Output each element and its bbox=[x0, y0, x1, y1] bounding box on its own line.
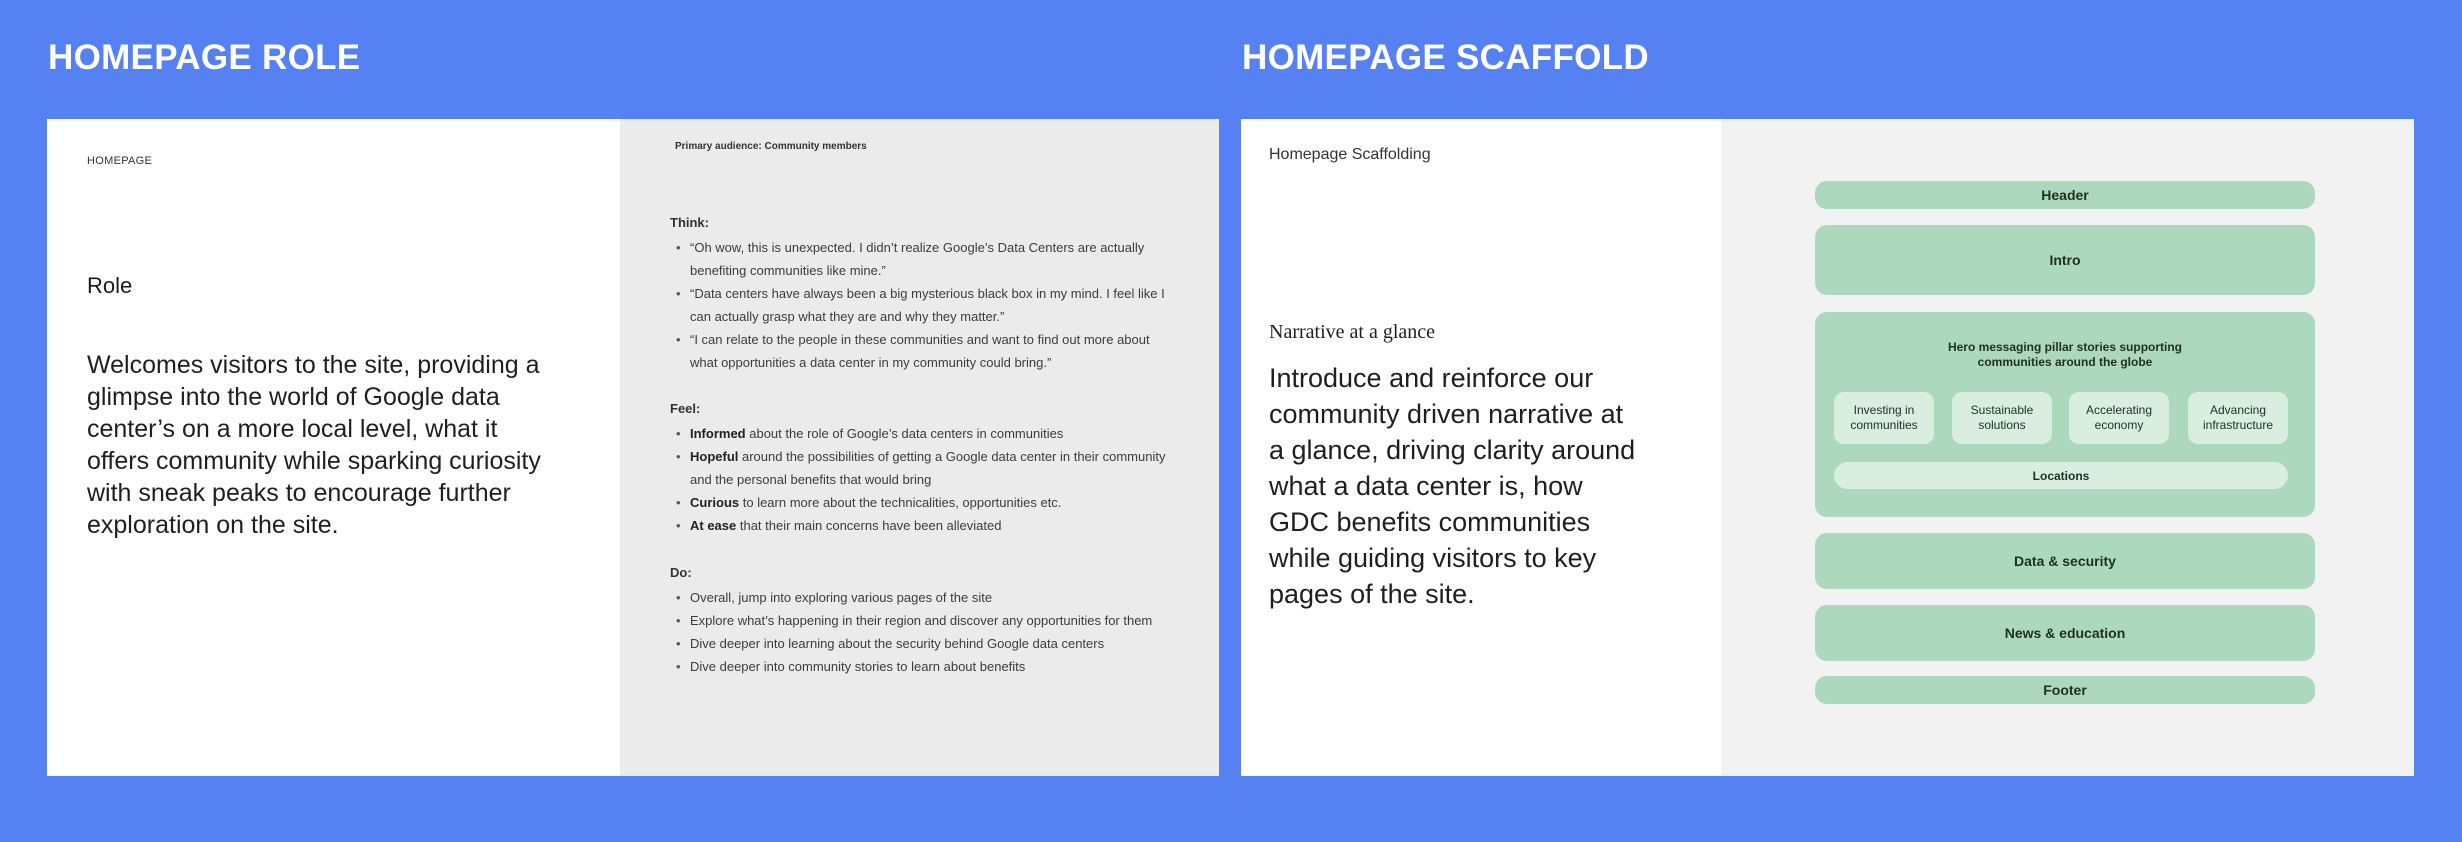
pill-line: Advancing bbox=[2209, 403, 2267, 417]
feel-item-bold: Informed bbox=[690, 426, 746, 441]
feel-item bbox=[670, 491, 1170, 514]
pillar-accelerating-economy bbox=[2069, 392, 2169, 444]
do-item: • Overall, jump into exploring various pages of the site bbox=[670, 586, 1170, 609]
section-title-homepage-role: HOMEPAGE ROLE bbox=[48, 38, 361, 77]
pill-line: infrastructure bbox=[2202, 418, 2274, 432]
wireframe-intro-block: Intro bbox=[1815, 225, 2315, 295]
pill-line: economy bbox=[2094, 418, 2144, 432]
narrative-heading: Narrative at a glance bbox=[1269, 321, 1436, 343]
think-item: • “Data centers have always been a big mysterious black box in my mind. I feel like I can actually grasp what they are and why they matter.” bbox=[670, 282, 1170, 328]
pillar-investing-in-communities bbox=[1834, 392, 1934, 444]
wireframe-locations-bar: Locations bbox=[1834, 462, 2288, 489]
wireframe-footer-block: Footer bbox=[1815, 676, 2315, 704]
feel-item bbox=[670, 514, 1170, 537]
pill-line: Investing in bbox=[1853, 403, 1915, 417]
feel-item-bold: Hopeful bbox=[690, 449, 739, 464]
section-title-homepage-scaffold: HOMEPAGE SCAFFOLD bbox=[1242, 38, 1649, 77]
wireframe-hero-block bbox=[1815, 312, 2315, 517]
hero-title-line: Hero messaging pillar stories supporting bbox=[1947, 340, 2183, 354]
pill-line: communities bbox=[1850, 418, 1918, 432]
think-item: • “Oh wow, this is unexpected. I didn’t realize Google’s Data Centers are actually benefiting communities like mine.” bbox=[670, 236, 1170, 282]
do-item: • Explore what’s happening in their region and discover any opportunities for them bbox=[670, 609, 1170, 632]
wireframe-news-education-block: News & education bbox=[1815, 605, 2315, 661]
pill-line: Accelerating bbox=[2085, 403, 2153, 417]
pillar-sustainable-solutions bbox=[1952, 392, 2052, 444]
narrative-description: Introduce and reinforce our community driven narrative at a glance, driving clarity around what a data center is, how GDC benefits communities while guiding visitors to key pages of the site. bbox=[1269, 363, 1636, 609]
think-title: Think: bbox=[670, 215, 709, 230]
feel-item-bold: At ease bbox=[690, 518, 737, 533]
hero-title-line: communities around the globe bbox=[1977, 355, 2153, 369]
do-item: • Dive deeper into learning about the security behind Google data centers bbox=[670, 632, 1170, 655]
do-group bbox=[670, 565, 1170, 678]
role-heading: Role bbox=[87, 273, 133, 298]
primary-audience-label: Primary audience: Community members bbox=[675, 141, 867, 152]
feel-item bbox=[670, 445, 1170, 491]
role-description: Welcomes visitors to the site, providing a glimpse into the world of Google data center’s on a more local level, what it offers community while sparking curiosity with sneak peaks to encourage further exploration on the site. bbox=[87, 351, 541, 539]
pill-line: solutions bbox=[1978, 418, 2026, 432]
feel-item-text: to learn more about the technicalities, opportunities etc. bbox=[739, 495, 1062, 510]
pill-line: Sustainable bbox=[1970, 403, 2034, 417]
feel-item-text: that their main concerns have been alleviated bbox=[736, 518, 1002, 533]
homepage-scaffold-slide bbox=[1241, 119, 2414, 776]
scaffolding-label: Homepage Scaffolding bbox=[1269, 146, 1431, 163]
feel-item-text: around the possibilities of getting a Google data center in their community and the personal benefits that would bring bbox=[690, 449, 1166, 487]
do-item: • Dive deeper into community stories to learn about benefits bbox=[670, 655, 1170, 678]
think-group bbox=[670, 215, 1170, 374]
homepage-role-slide bbox=[47, 119, 1219, 776]
think-item: • “I can relate to the people in these communities and want to find out more about what opportunities a data center in my community could bring.” bbox=[670, 328, 1170, 374]
do-title: Do: bbox=[670, 565, 692, 580]
audience-column bbox=[620, 119, 1219, 776]
pillar-advancing-infrastructure bbox=[2188, 392, 2288, 444]
feel-group bbox=[670, 401, 1170, 537]
feel-title: Feel: bbox=[670, 401, 701, 416]
feel-item-text: about the role of Google’s data centers in communities bbox=[745, 426, 1064, 441]
feel-item-bold: Curious bbox=[690, 495, 740, 510]
wireframe-data-security-block: Data & security bbox=[1815, 533, 2315, 589]
narrative-column bbox=[1241, 119, 1721, 776]
homepage-label: HOMEPAGE bbox=[87, 155, 153, 167]
wireframe-header-block: Header bbox=[1815, 181, 2315, 209]
feel-item bbox=[670, 422, 1170, 445]
role-column bbox=[47, 119, 620, 776]
hero-title bbox=[1815, 340, 2315, 370]
